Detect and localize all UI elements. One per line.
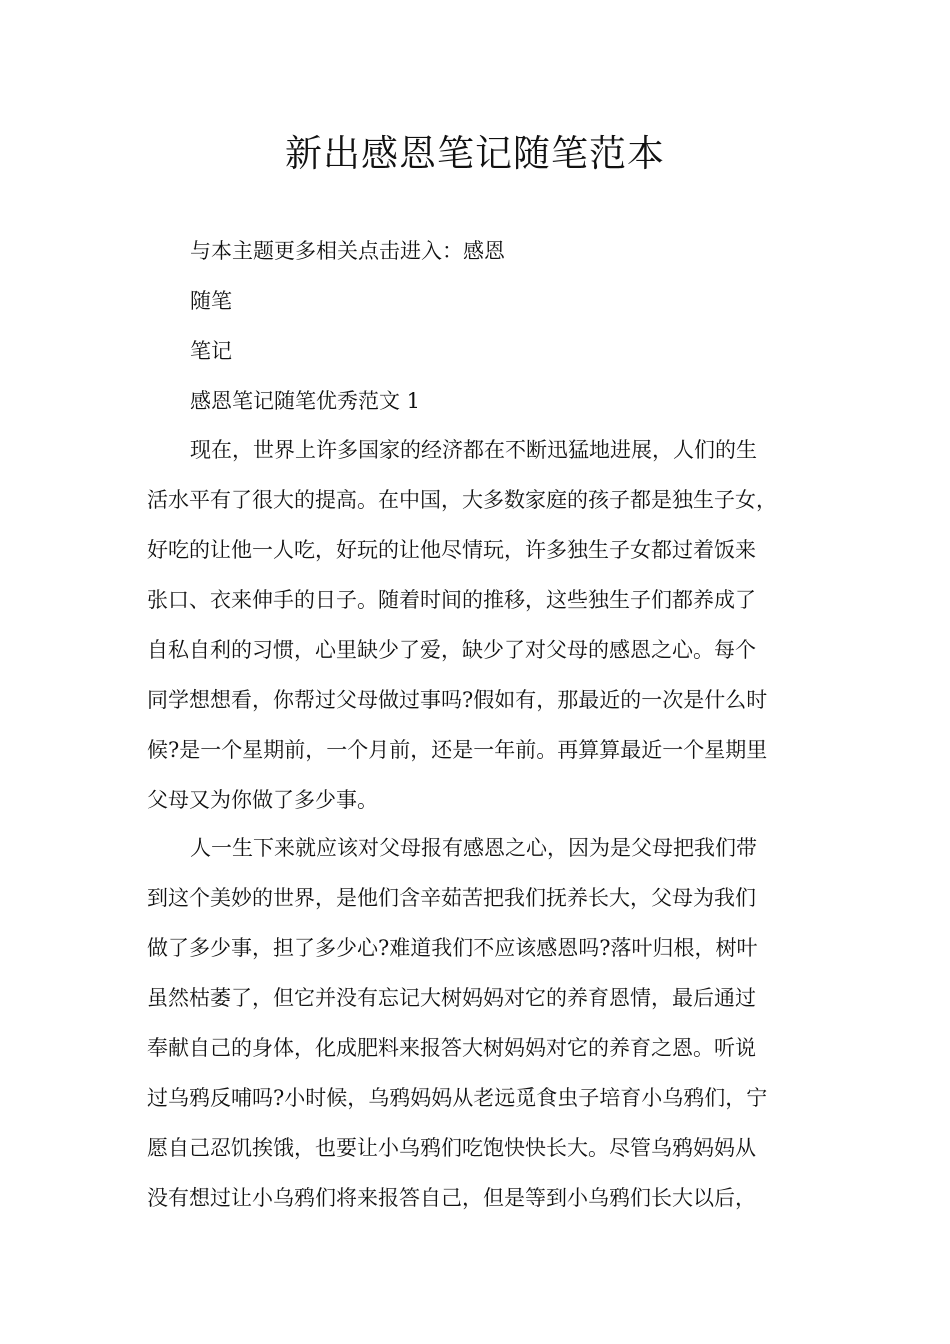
paragraph-line: 到这个美妙的世界，是他们含辛茹苦把我们抚养长大，父母为我们 <box>147 886 756 910</box>
section-heading: 感恩笔记随笔优秀范文 1 <box>190 389 421 413</box>
paragraph-line: 做了多少事，担了多少心?难道我们不应该感恩吗?落叶归根，树叶 <box>147 936 758 960</box>
paragraph-line: 虽然枯萎了，但它并没有忘记大树妈妈对它的养育恩情，最后通过 <box>147 986 756 1010</box>
paragraph-line: 自私自利的习惯，心里缺少了爱，缺少了对父母的感恩之心。每个 <box>147 638 756 662</box>
related-topics-intro: 与本主题更多相关点击进入：感恩 <box>190 239 505 263</box>
paragraph-line: 过乌鸦反哺吗?小时候，乌鸦妈妈从老远觅食虫子培育小乌鸦们，宁 <box>147 1086 768 1110</box>
paragraph-line: 张口、衣来伸手的日子。随着时间的推移，这些独生子们都养成了 <box>147 588 756 612</box>
related-tag-notes: 笔记 <box>190 339 232 363</box>
paragraph-line: 同学想想看，你帮过父母做过事吗?假如有，那最近的一次是什么时 <box>147 688 768 712</box>
paragraph-line: 好吃的让他一人吃，好玩的让他尽情玩，许多独生子女都过着饭来 <box>147 538 756 562</box>
paragraph-line: 愿自己忍饥挨饿，也要让小乌鸦们吃饱快快长大。尽管乌鸦妈妈从 <box>147 1136 756 1160</box>
document-title: 新出感恩笔记随笔范本 <box>285 132 665 175</box>
paragraph-1 <box>147 425 811 825</box>
related-tag-essay: 随笔 <box>190 289 232 313</box>
paragraph-line: 候?是一个星期前，一个月前，还是一年前。再算算最近一个星期里 <box>147 738 768 762</box>
paragraph-line: 现在，世界上许多国家的经济都在不断迅猛地进展，人们的生 <box>190 438 757 462</box>
paragraph-line: 没有想过让小乌鸦们将来报答自己，但是等到小乌鸦们长大以后， <box>147 1186 756 1210</box>
paragraph-2 <box>147 823 811 1223</box>
paragraph-line: 父母又为你做了多少事。 <box>147 788 378 812</box>
paragraph-line: 奉献自己的身体，化成肥料来报答大树妈妈对它的养育之恩。听说 <box>147 1036 756 1060</box>
paragraph-line: 人一生下来就应该对父母报有感恩之心，因为是父母把我们带 <box>190 836 757 860</box>
paragraph-line: 活水平有了很大的提高。在中国，大多数家庭的孩子都是独生子女， <box>147 488 777 512</box>
